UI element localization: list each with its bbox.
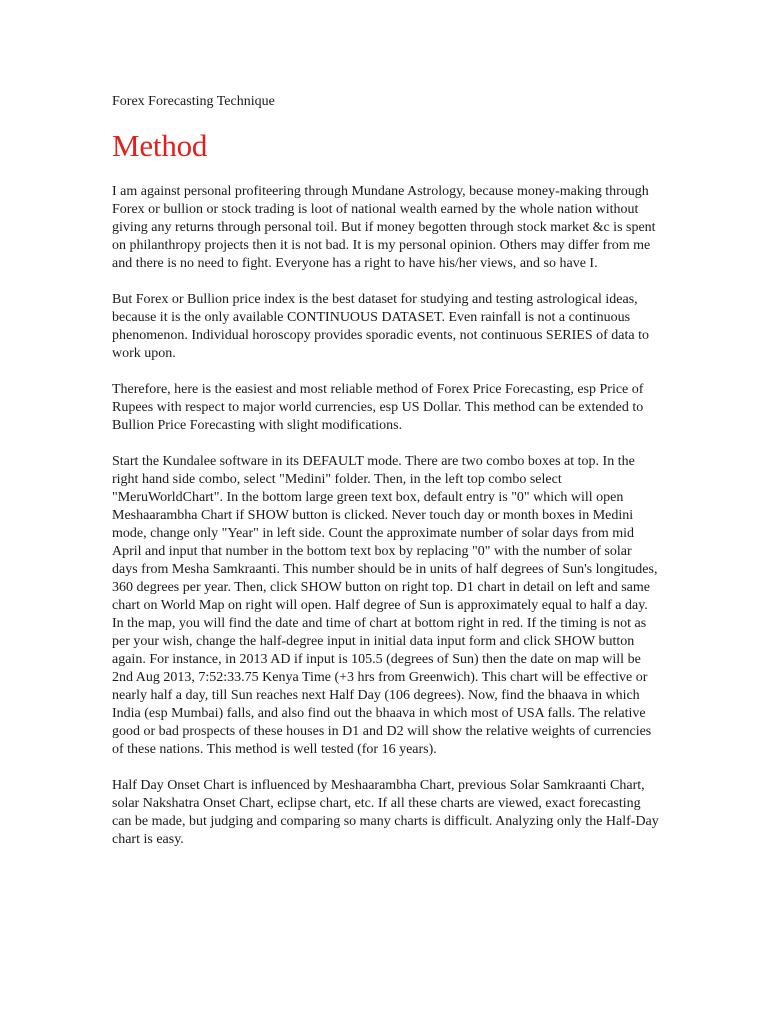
paragraph-instructions: Start the Kundalee software in its DEFAULT mode. There are two combo boxes at top. In the right hand side combo, select "Medini" folder. Then, in the left top combo select "MeruWorldChart". In the bottom large green text box, default entry is "0" which will open Meshaarambha Chart if SHOW button is clicked. Never touch day or month boxes in Medini mode, change only "Year" in left side. Count the approximate number of solar days from mid April and input that number in the bottom text box by replacing "0" with the number of solar days from Mesha Samkraanti. This number should be in units of half degrees of Sun's longitudes, 360 degrees per year. Then, click SHOW button on right top. D1 chart in detail on left and same chart on World Map on right will open. Half degree of Sun is approximately equal to half a day. In the map, you will find the date and time of chart at bottom right in red. If the timing is not as per your wish, change the half-degree input in initial data input form and click SHOW button again. For instance, in 2013 AD if input is 105.5 (degrees of Sun) then the date on map will be 2nd Aug 2013, 7:52:33.75 Kenya Time (+3 hrs from Greenwich). This chart will be effective or nearly half a day, till Sun reaches next Half Day (106 degrees). Now, find the bhaava in which India (esp Mumbai) falls, and also find out the bhaava in which most of USA falls. The relative good or bad prospects of these houses in D1 and D2 will show the relative weights of currencies of these nations. This method is well tested (for 16 years). (112, 454, 658, 757)
paragraph-dataset: But Forex or Bullion price index is the best dataset for studying and testing astrological ideas, because it is the only available CONTINUOUS DATASET. Even rainfall is not a continuous phenomenon. Individual horoscopy provides sporadic events, not continuous SERIES of data to work upon. (112, 292, 649, 361)
page-title: Method (112, 128, 208, 163)
paragraph-method-summary: Therefore, here is the easiest and most reliable method of Forex Price Forecasting, esp Price of Rupees with respect to major world currencies, esp US Dollar. This method can be extended to Bullion Price Forecasting with slight modifications. (112, 382, 644, 433)
paragraph-conclusion: Half Day Onset Chart is influenced by Meshaarambha Chart, previous Solar Samkraanti Chart, solar Nakshatra Onset Chart, eclipse chart, etc. If all these charts are viewed, exact forecasting can be made, but judging and comparing so many charts is difficult. Analyzing only the Half-Day chart is easy. (112, 778, 659, 847)
document-page (112, 93, 660, 849)
paragraph-intro: I am against personal profiteering through Mundane Astrology, because money-making through Forex or bullion or stock trading is loot of national wealth earned by the whole nation without giving any returns through personal toil. But if money begotten through stock market &c is spent on philanthropy projects then it is not bad. It is my personal opinion. Others may differ from me and there is no need to fight. Everyone has a right to have his/her views, and so have I. (112, 184, 656, 271)
document-label: Forex Forecasting Technique (112, 94, 275, 109)
